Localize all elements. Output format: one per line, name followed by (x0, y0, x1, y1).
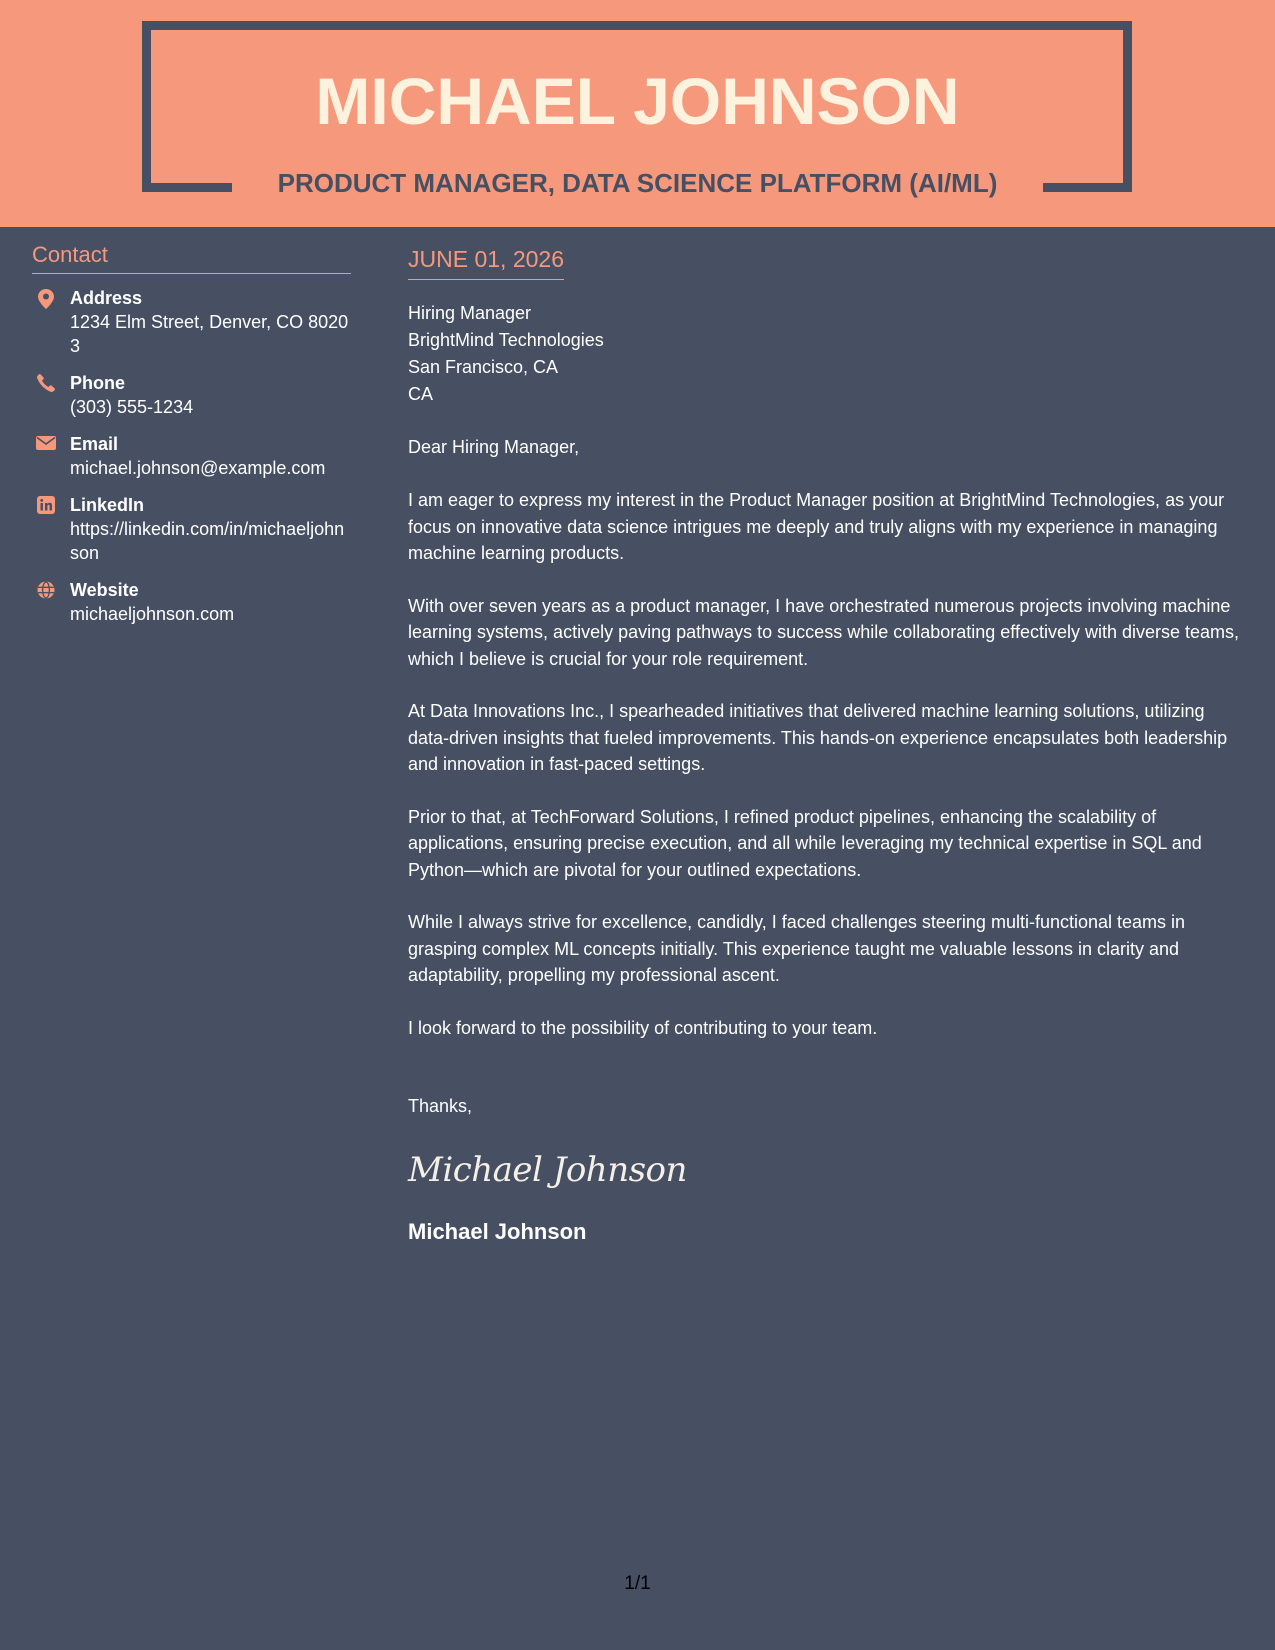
phone-value: (303) 555-1234 (70, 397, 194, 417)
contact-item-linkedin (32, 493, 351, 565)
contact-label: Website (70, 580, 139, 600)
map-pin-icon (35, 289, 57, 309)
signer-name: Michael Johnson (408, 1219, 587, 1244)
globe-icon (35, 581, 57, 599)
contact-sidebar (32, 241, 351, 639)
page-number: 1/1 (624, 1573, 651, 1594)
recipient-state: CA (408, 384, 434, 404)
letter-body (408, 243, 1248, 1246)
candidate-name: MICHAEL JOHNSON (315, 64, 960, 138)
website-value[interactable]: michaeljohnson.com (70, 604, 235, 624)
contact-item-email (32, 432, 351, 480)
paragraph: Prior to that, at TechForward Solutions, I refined product pipelines, enhancing the scalability of applications, ensuring precise execution, and all while leveraging my technical expertise in SQL and Python—which are pivotal for your outlined expectations. (408, 806, 1202, 880)
contact-item-address (32, 286, 351, 358)
paragraph: I am eager to express my interest in the Product Manager position at BrightMind Technologies, as your focus on innovative data science intrigues me deeply and truly aligns with my experience in managing machine learning products. (408, 490, 1225, 563)
address-value: 1234 Elm Street, Denver, CO 80203 (70, 312, 349, 356)
paragraph: At Data Innovations Inc., I spearheaded initiatives that delivered machine learning solutions, utilizing data-driven insights that fueled improvements. This hands-on experience encapsulates both leadership and innovation in fast-paced settings. (408, 701, 1228, 774)
paragraph: With over seven years as a product manager, I have orchestrated numerous projects involving machine learning systems, actively paving pathways to success while collaborating effectively with diverse teams, which I believe is crucial for your role requirement. (408, 595, 1240, 669)
recipient-company: BrightMind Technologies (408, 330, 604, 350)
email-value: michael.johnson@example.com (70, 458, 326, 478)
linkedin-icon (35, 496, 57, 514)
contact-label: Email (70, 434, 119, 454)
contact-item-phone (32, 371, 351, 419)
header-banner (0, 0, 1275, 227)
contact-label: LinkedIn (70, 495, 145, 515)
phone-icon (35, 374, 57, 392)
recipient-title: Hiring Manager (408, 303, 532, 323)
contact-item-website (32, 578, 351, 626)
paragraph: I look forward to the possibility of contributing to your team. (408, 1017, 878, 1038)
salutation: Dear Hiring Manager, (408, 437, 580, 457)
closing: Thanks, (408, 1096, 473, 1116)
envelope-icon (35, 435, 57, 451)
contact-heading: Contact (32, 241, 351, 274)
letter-date: JUNE 01, 2026 (408, 243, 564, 280)
linkedin-value[interactable]: https://linkedin.com/in/michaeljohnson (70, 519, 345, 563)
contact-label: Address (70, 288, 143, 308)
recipient-block (408, 300, 1248, 408)
recipient-city: San Francisco, CA (408, 357, 559, 377)
contact-label: Phone (70, 373, 126, 393)
paragraph: While I always strive for excellence, candidly, I faced challenges steering multi-functional teams in grasping complex ML concepts initially. This experience taught me valuable lessons in clarity and adaptability, propelling my professional ascent. (408, 912, 1186, 985)
job-title: PRODUCT MANAGER, DATA SCIENCE PLATFORM (AI/ML) (277, 168, 998, 198)
signature: Michael Johnson (408, 1150, 687, 1190)
